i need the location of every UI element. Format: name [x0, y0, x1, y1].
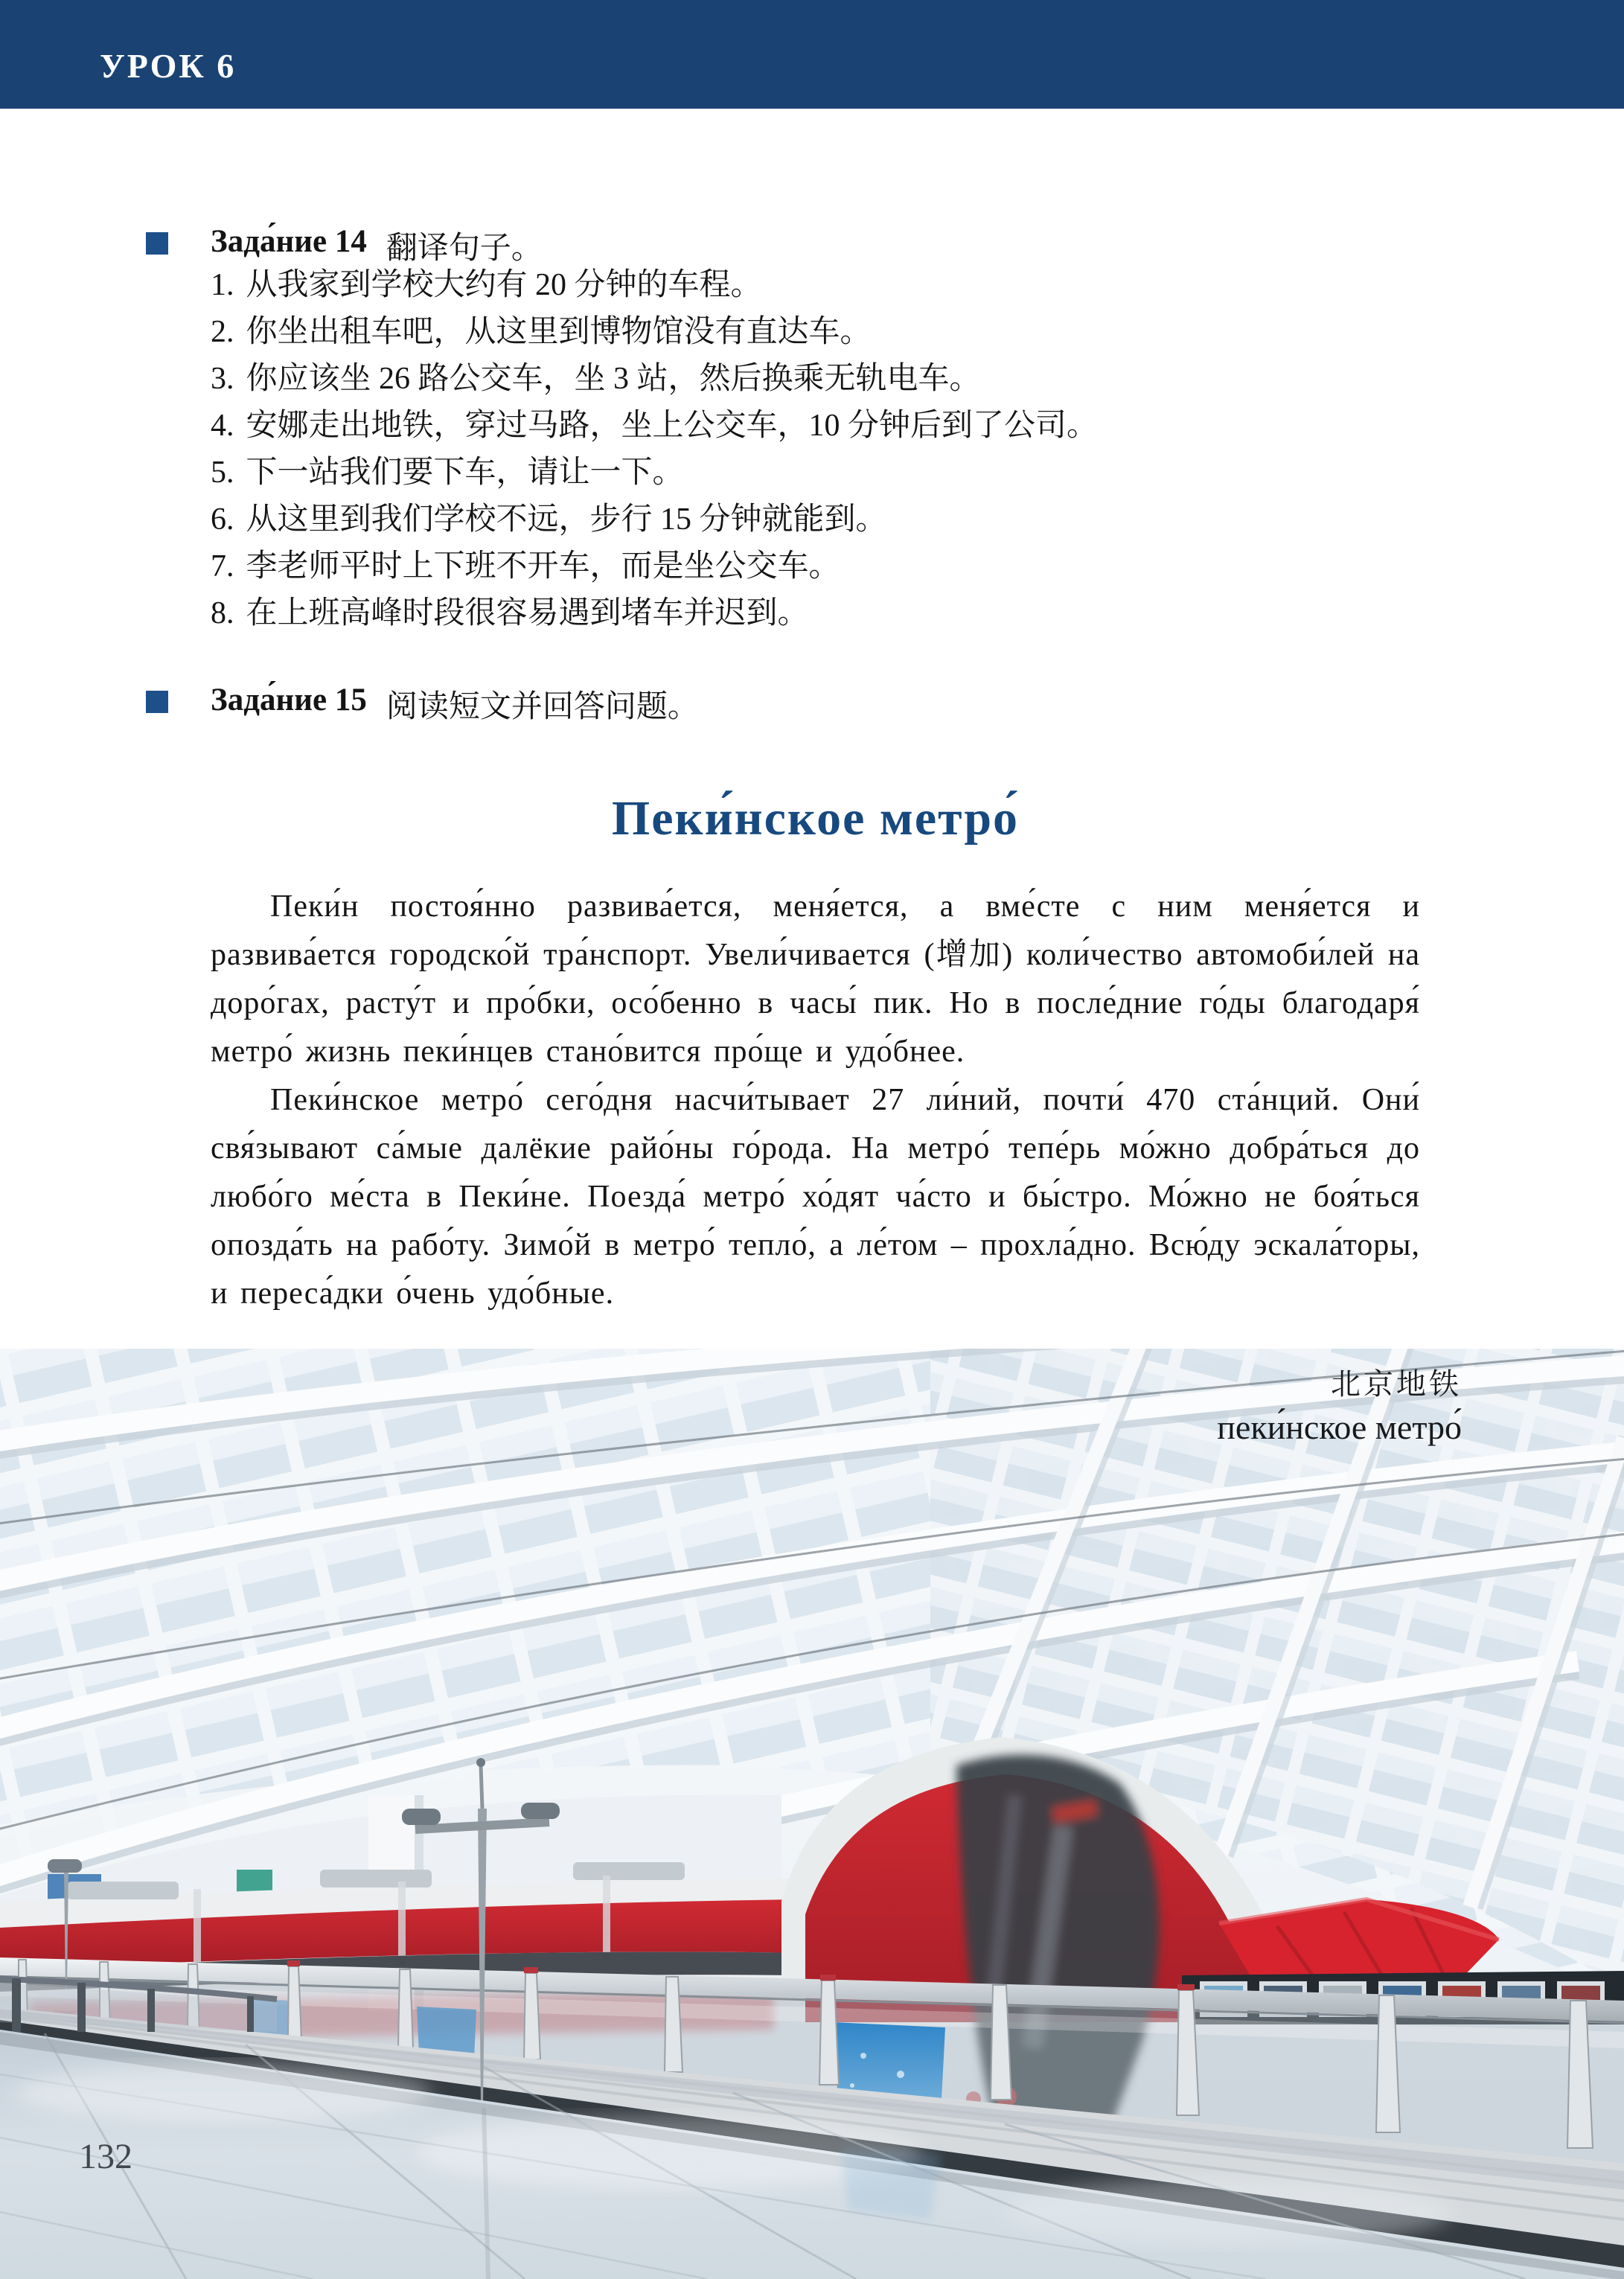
task14-list: [211, 262, 1098, 637]
photo-caption-zh: 北京地铁: [1331, 1367, 1462, 1401]
list-item-number: 6.: [211, 502, 234, 537]
metro-photo: [0, 1349, 1624, 2279]
list-item: [211, 403, 1098, 450]
list-item-text: 李老师平时上下班不开车，而是坐公交车。: [246, 549, 840, 584]
list-item-text: 从这里到我们学校不远，步行 15 分钟就能到。: [246, 502, 887, 537]
list-item-number: 7.: [211, 549, 234, 584]
reading-paragraph: Пеки́н постоя́нно развива́ется, меня́ется, а вме́сте с ним меня́ется и развива́ется городско́й тра́нспорт. Увели́чивается (增加) коли́чество автомоби́лей на доро́гах, расту́т и про́бки, осо́бенно в часы́ пик. Но в после́дние го́ды благодаря́ метро́ жизнь пеки́нцев стано́вится про́ще и удо́бнее.: [211, 889, 1420, 1069]
photo-caption-ru: пеки́нское метро́: [1217, 1408, 1462, 1446]
list-item-text: 下一站我们要下车，请让一下。: [246, 456, 684, 490]
lesson-header-bar: [0, 0, 1624, 109]
task15-instruction: 阅读短文并回答问题。: [386, 690, 699, 724]
list-item: [211, 356, 1098, 403]
list-item: [211, 590, 1098, 637]
list-item-number: 2.: [211, 315, 234, 349]
photo-caption: [1217, 1361, 1462, 1447]
reading-paragraph: Пеки́нское метро́ сего́дня насчи́тывает 27 ли́ний, почти́ 470 ста́нций. Они́ свя́зывают са́мые далёкие райо́ны го́рода. На метро́ тепе́рь мо́жно добра́ться до любо́го ме́ста в Пеки́не. Поезда́ метро́ хо́дят ча́сто и бы́стро. Мо́жно не боя́ться опозда́ть на рабо́ту. Зимо́й в метро́ тепло́, а ле́том – прохла́дно. Всю́ду эскала́торы, и переса́дки о́чень удо́бные.: [211, 1083, 1420, 1311]
task-bullet-square: [146, 232, 168, 255]
list-item-text: 你应该坐 26 路公交车，坐 3 站，然后换乘无轨电车。: [246, 362, 981, 396]
list-item: [211, 543, 1098, 590]
reading-text: [211, 883, 1420, 1318]
list-item-number: 8.: [211, 596, 234, 630]
lesson-title: УРОК 6: [100, 47, 237, 85]
metro-photo-art: [0, 1349, 1624, 2279]
list-item: [211, 309, 1098, 356]
page-number: 132: [79, 2137, 132, 2176]
list-item-text: 安娜走出地铁，穿过马路，坐上公交车，10 分钟后到了公司。: [246, 409, 1099, 443]
task15-label: Зада́ние 15: [211, 683, 367, 717]
reading-title: Пеки́нское метро́: [611, 791, 1020, 846]
list-item: [211, 496, 1098, 543]
task14-header: [146, 223, 543, 268]
task-bullet-square: [146, 691, 168, 713]
list-item-number: 5.: [211, 456, 234, 490]
task14-instruction: 翻译句子。: [386, 231, 543, 266]
task15-header: [146, 682, 699, 726]
list-item-number: 1.: [211, 268, 234, 302]
task14-label: Зада́ние 14: [211, 224, 367, 259]
list-item: [211, 262, 1098, 309]
list-item: [211, 450, 1098, 496]
list-item-number: 3.: [211, 362, 234, 396]
list-item-text: 你坐出租车吧，从这里到博物馆没有直达车。: [246, 315, 872, 349]
list-item-text: 在上班高峰时段很容易遇到堵车并迟到。: [246, 596, 809, 630]
list-item-number: 4.: [211, 409, 234, 443]
list-item-text: 从我家到学校大约有 20 分钟的车程。: [246, 268, 762, 302]
